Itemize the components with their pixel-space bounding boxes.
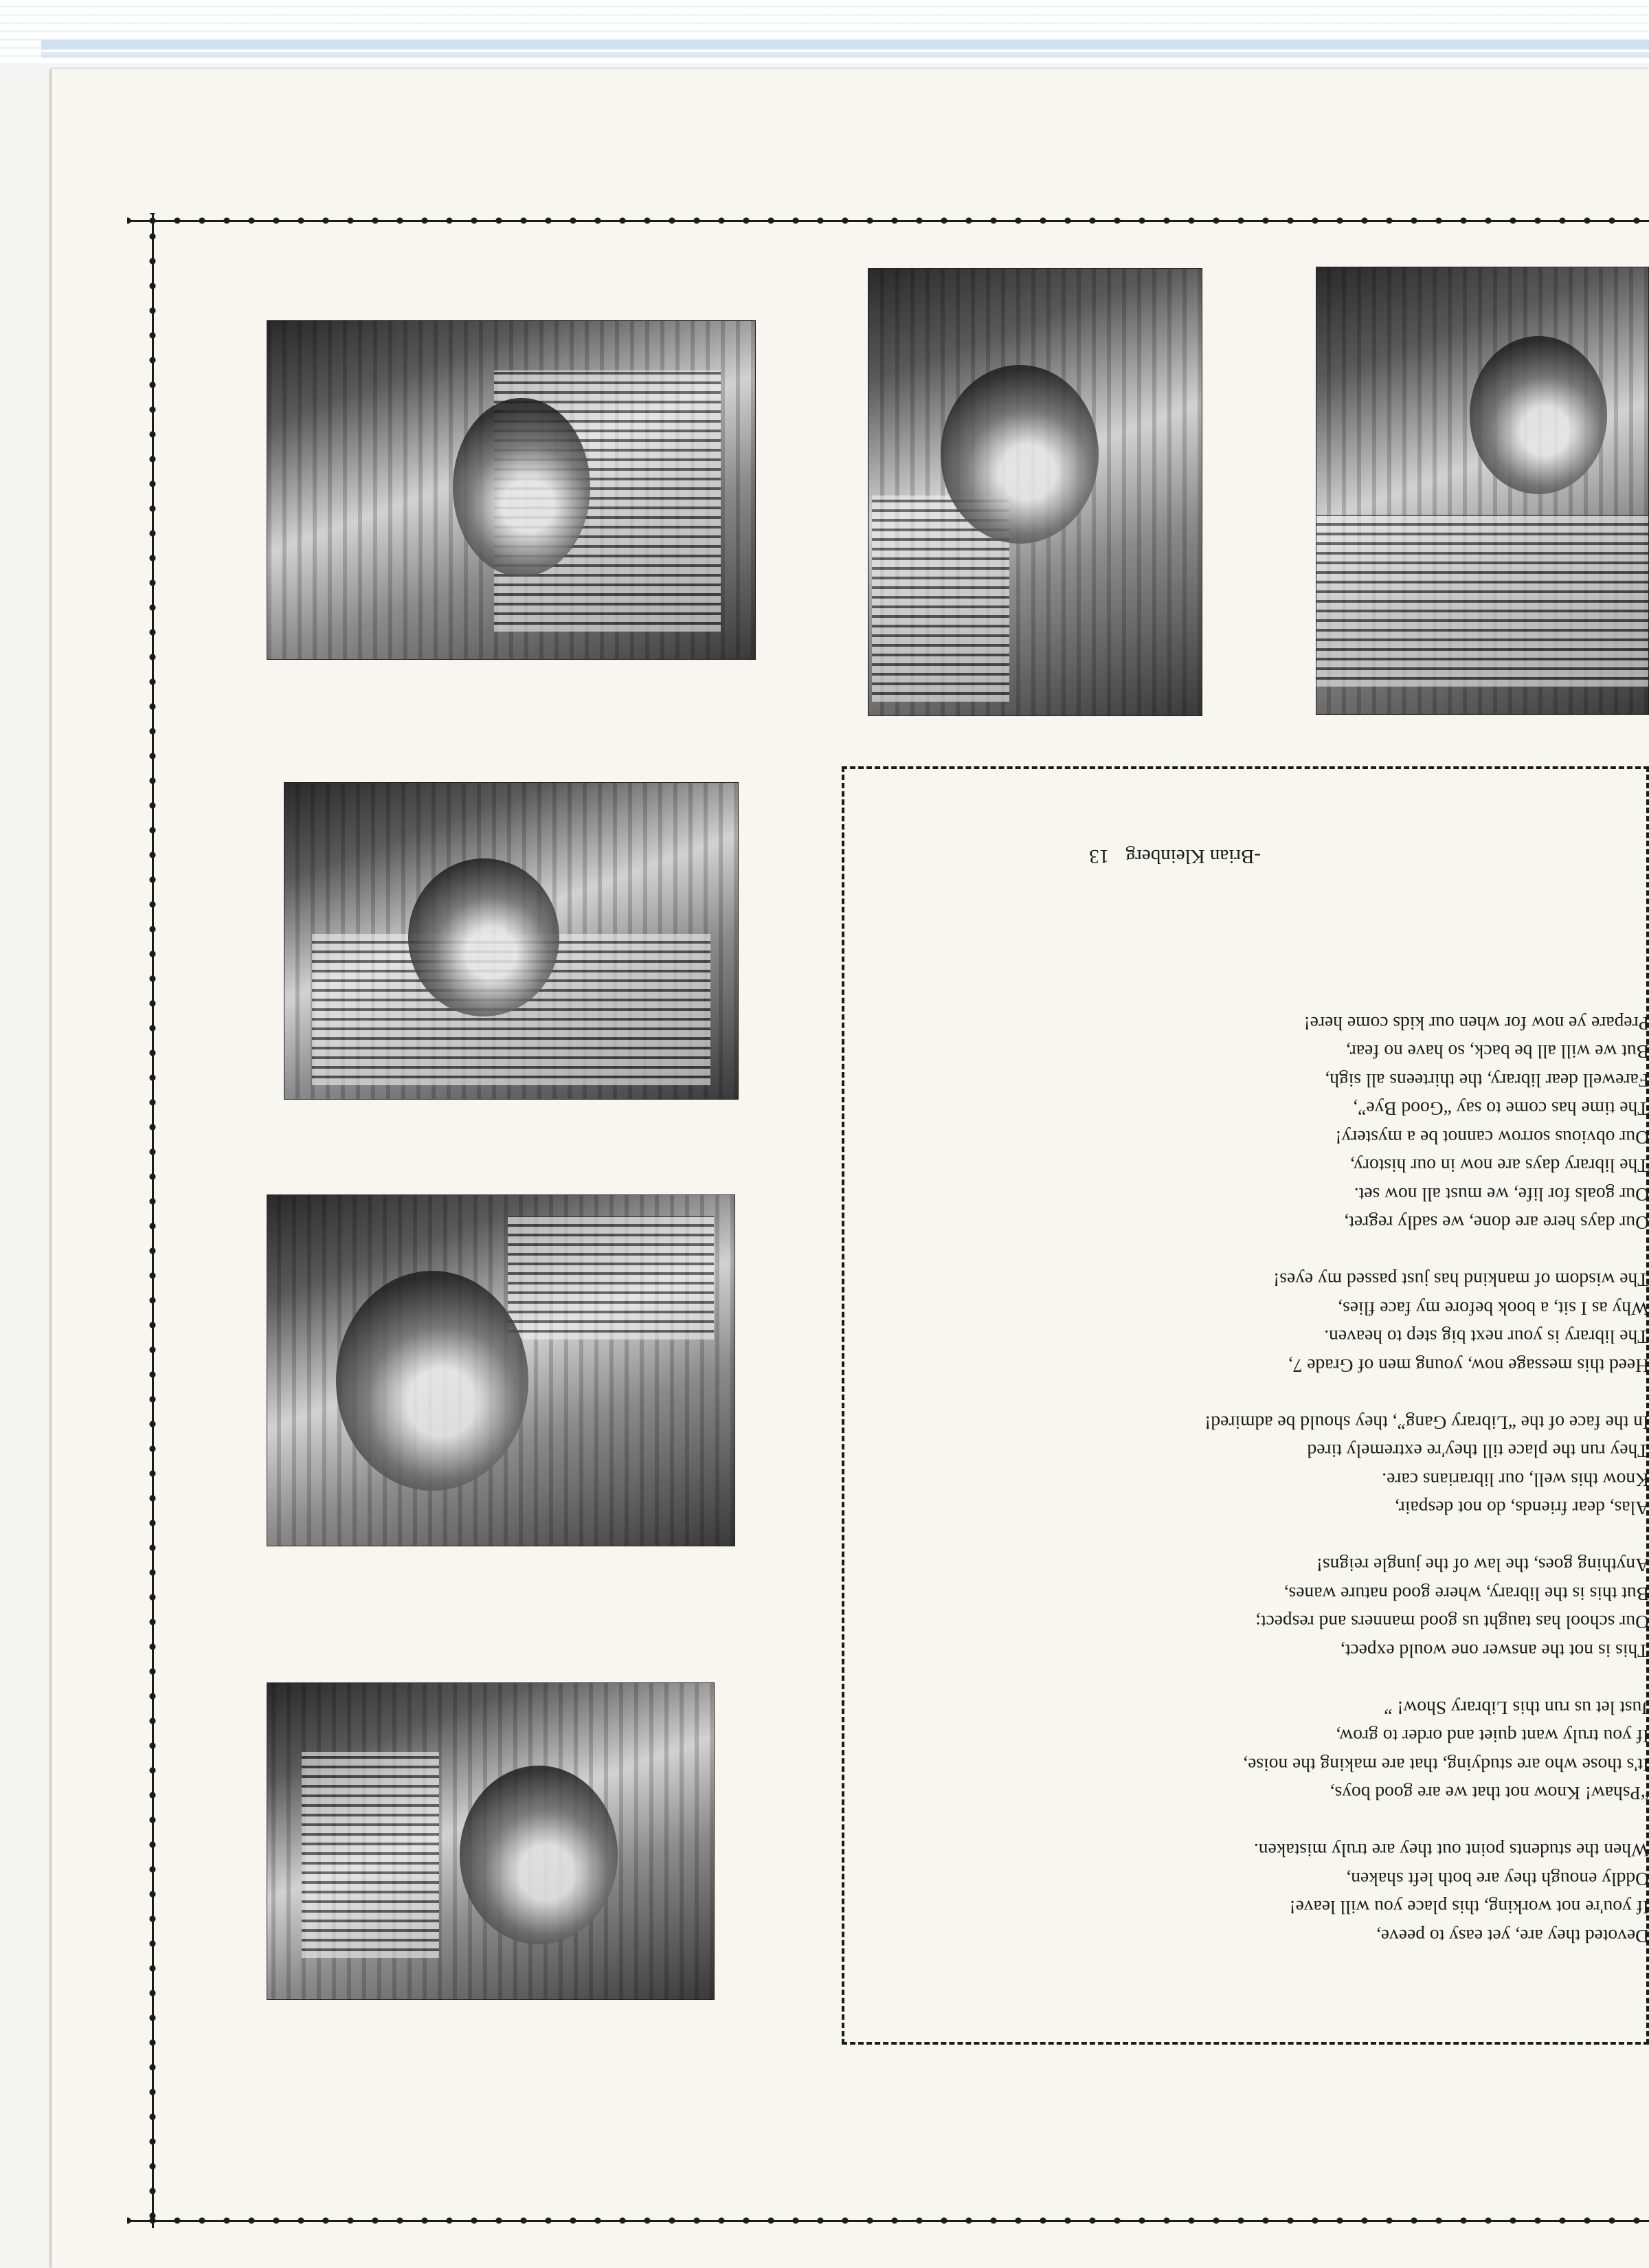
poem-line: If you truly want quiet and order to grow, <box>1336 1726 1649 1748</box>
decorative-border-top <box>127 2213 1649 2228</box>
poem-line: Our days here are done, we sadly regret, <box>1344 1212 1649 1234</box>
poem-line: When the students point out they are truly mistaken. <box>1253 1840 1649 1862</box>
poem-line: Prepare ye now for when our kids come here! <box>1303 1013 1649 1034</box>
photo-students-gathered <box>284 782 739 1100</box>
poem-line: They run the place till they're extremely tired <box>1307 1441 1649 1463</box>
poem-line: Why as I sit, a book before my face flies, <box>1338 1298 1649 1320</box>
poem-line: The library is your next big step to heaven. <box>1324 1326 1649 1348</box>
stanza-gap <box>928 1808 1649 1837</box>
poem-line: Our obvious sorrow cannot be a mystery! <box>1335 1127 1649 1148</box>
poem-line: It's those who are studying, that are making the noise, <box>1243 1755 1649 1776</box>
poem-line: But we will all be back, so have no fear, <box>1345 1041 1649 1063</box>
stanza-gap <box>928 1380 1649 1409</box>
stanza-gap <box>928 1665 1649 1694</box>
poem-line: But this is the library, where good nature wanes, <box>1283 1583 1649 1605</box>
poem-text <box>928 1010 1649 1951</box>
stanza-gap <box>928 1523 1649 1552</box>
decorative-border-bottom <box>127 213 1649 228</box>
poem-line: Farewell dear library, the thirteens all sigh, <box>1325 1070 1649 1091</box>
photo-seated-student <box>267 1682 715 2000</box>
poem-line: Alas, dear friends, do not despair, <box>1394 1498 1649 1520</box>
poem-line: Devoted they are, yet easy to peeve, <box>1376 1926 1649 1947</box>
decorative-border-side <box>145 213 160 2228</box>
poem-line: Oddly enough they are both left shaken, <box>1346 1869 1649 1890</box>
poem-line: In the face of the “Library Gang”, they should be admired! <box>1204 1412 1649 1434</box>
photo-student-at-desk <box>868 268 1202 716</box>
page-number: 13 <box>1089 845 1110 867</box>
stanza-gap <box>928 1238 1649 1267</box>
poem-line: Know this well, our librarians care. <box>1382 1469 1649 1491</box>
photo-student-reading-shelves <box>1316 267 1649 715</box>
poem-line: The time has come to say “Good Bye”, <box>1353 1098 1649 1120</box>
poem-line: The library days are now in our history, <box>1349 1155 1649 1177</box>
poem-signature <box>1089 845 1261 867</box>
photo-librarian-with-glasses <box>267 320 756 660</box>
poem-line: “Pshaw! Know not that we are good boys, <box>1330 1783 1649 1805</box>
poem-line: Our school has taught us good manners and respect; <box>1255 1612 1649 1634</box>
poem-line: If you're not working, this place you will leave! <box>1289 1897 1649 1919</box>
poem-line: Our goals for life, we must all now set. <box>1354 1184 1649 1205</box>
poem-line: Anything goes, the law of the jungle reigns! <box>1316 1555 1649 1577</box>
poem-line: This is not the answer one would expect, <box>1340 1641 1649 1662</box>
poem-line: Just let us run this Library Show! ” <box>1384 1698 1649 1719</box>
poem-author: -Brian Kleinberg <box>1125 845 1261 867</box>
poem-line: Heed this message now, young men of Grade 7, <box>1288 1355 1649 1377</box>
poem-line: The wisdom of mankind has just passed my eyes! <box>1273 1269 1649 1291</box>
photo-smiling-teacher <box>267 1194 735 1546</box>
